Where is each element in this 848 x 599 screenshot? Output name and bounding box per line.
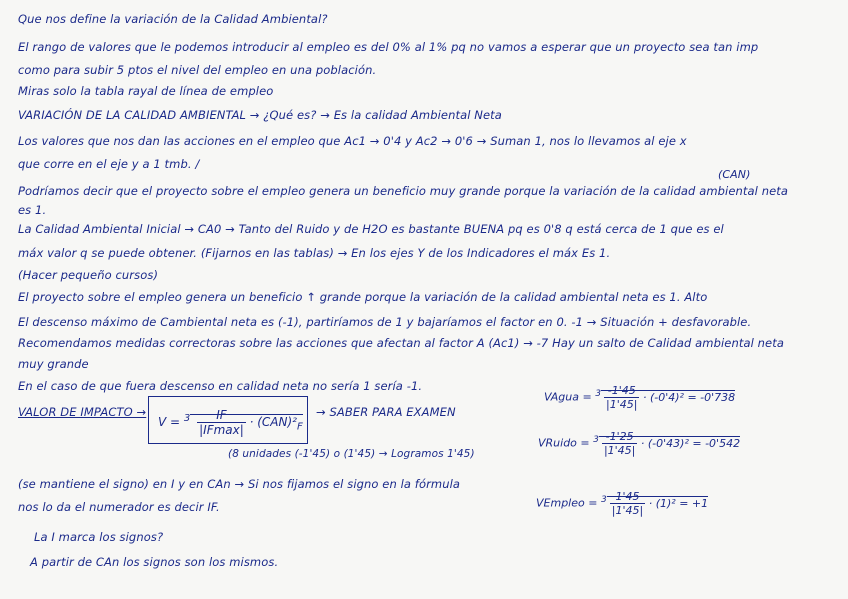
note-line: Los valores que nos dan las acciones en el empleo que Ac1 → 0'4 y Ac2 → 0'6 → Suman 1, nos lo llevamos al eje x bbox=[18, 134, 687, 148]
note-line: máx valor q se puede obtener. (Fijarnos en las tablas) → En los ejes Y de los Indicadores el máx Es 1. bbox=[18, 246, 611, 260]
formula-sub: F bbox=[296, 421, 303, 433]
calc-employment: VEmpleo = $^3$ $\frac{1'45}{|1'45|}$ · (1)² = +1 bbox=[536, 490, 709, 517]
formula-lhs: V = bbox=[158, 415, 181, 429]
note-line: como para subir 5 ptos el nivel del empleo en una población. bbox=[18, 63, 377, 77]
note-line: Recomendamos medidas correctoras sobre las acciones que afectan al factor A (Ac1) → -7 Hay un salto de Calidad ambiental neta bbox=[18, 336, 784, 350]
note-line: (se mantiene el signo) en I y en CAn → Si nos fijamos el signo en la fórmula bbox=[18, 477, 461, 491]
calc-water: VAgua = $^3$ $\frac{-1'45}{|1'45|}$ · (-0'4)² = -0'738 bbox=[544, 384, 736, 411]
note-line: El rango de valores que le podemos introducir al empleo es del 0% al 1% pq no vamos a esperar que un proyecto sea tan imp bbox=[18, 40, 759, 54]
note-line: Miras solo la tabla rayal de línea de empleo bbox=[18, 84, 274, 98]
note-line: nos lo da el numerador es decir IF. bbox=[18, 500, 220, 514]
note-line: que corre en el eje y a 1 tmb. / bbox=[18, 157, 200, 171]
can-label: (CAN) bbox=[718, 168, 751, 181]
note-line: La Calidad Ambiental Inicial → CA0 → Tanto del Ruido y de H2O es bastante BUENA pq es 0'8 q está cerca de 1 que es el bbox=[18, 222, 724, 236]
formula-root-index: 3 bbox=[183, 413, 191, 424]
note-line: El proyecto sobre el empleo genera un beneficio ↑ grande porque la variación de la calidad ambiental neta es 1. Alto bbox=[18, 290, 708, 304]
note-line: (Hacer pequeño cursos) bbox=[18, 268, 159, 282]
formula-tail: · (CAN)² bbox=[249, 415, 297, 429]
formula-numerator: IF bbox=[197, 408, 246, 423]
note-line: VARIACIÓN DE LA CALIDAD AMBIENTAL → ¿Qué es? → Es la calidad Ambiental Neta bbox=[18, 108, 502, 122]
note-line: La I marca los signos? bbox=[34, 530, 164, 544]
scale-note: (8 unidades (-1'45) o (1'45) → Logramos 1'45) bbox=[228, 448, 475, 460]
calc-noise: VRuido = $^3$ $\frac{-1'25}{|1'45|}$ · (-0'43)² = -0'542 bbox=[538, 430, 741, 457]
formula-denominator: |IFmax| bbox=[199, 423, 244, 437]
impact-formula bbox=[158, 408, 303, 437]
note-line: muy grande bbox=[18, 357, 89, 371]
note-line: Que nos define la variación de la Calidad Ambiental? bbox=[18, 12, 328, 26]
note-line: es 1. bbox=[18, 203, 47, 217]
note-line: El descenso máximo de Cambiental neta es (-1), partiríamos de 1 y bajaríamos el factor en 0. -1 → Situación + desfavorable. bbox=[18, 315, 752, 329]
impact-value-label: VALOR DE IMPACTO → bbox=[18, 405, 147, 419]
note-line: En el caso de que fuera descenso en calidad neta no sería 1 sería -1. bbox=[18, 379, 423, 393]
exam-note: → SABER PARA EXAMEN bbox=[316, 405, 456, 419]
note-line: A partir de CAn los signos son los mismos. bbox=[30, 555, 279, 569]
note-line: Podríamos decir que el proyecto sobre el empleo genera un beneficio muy grande porque la variación de la calidad ambiental neta bbox=[18, 184, 789, 198]
